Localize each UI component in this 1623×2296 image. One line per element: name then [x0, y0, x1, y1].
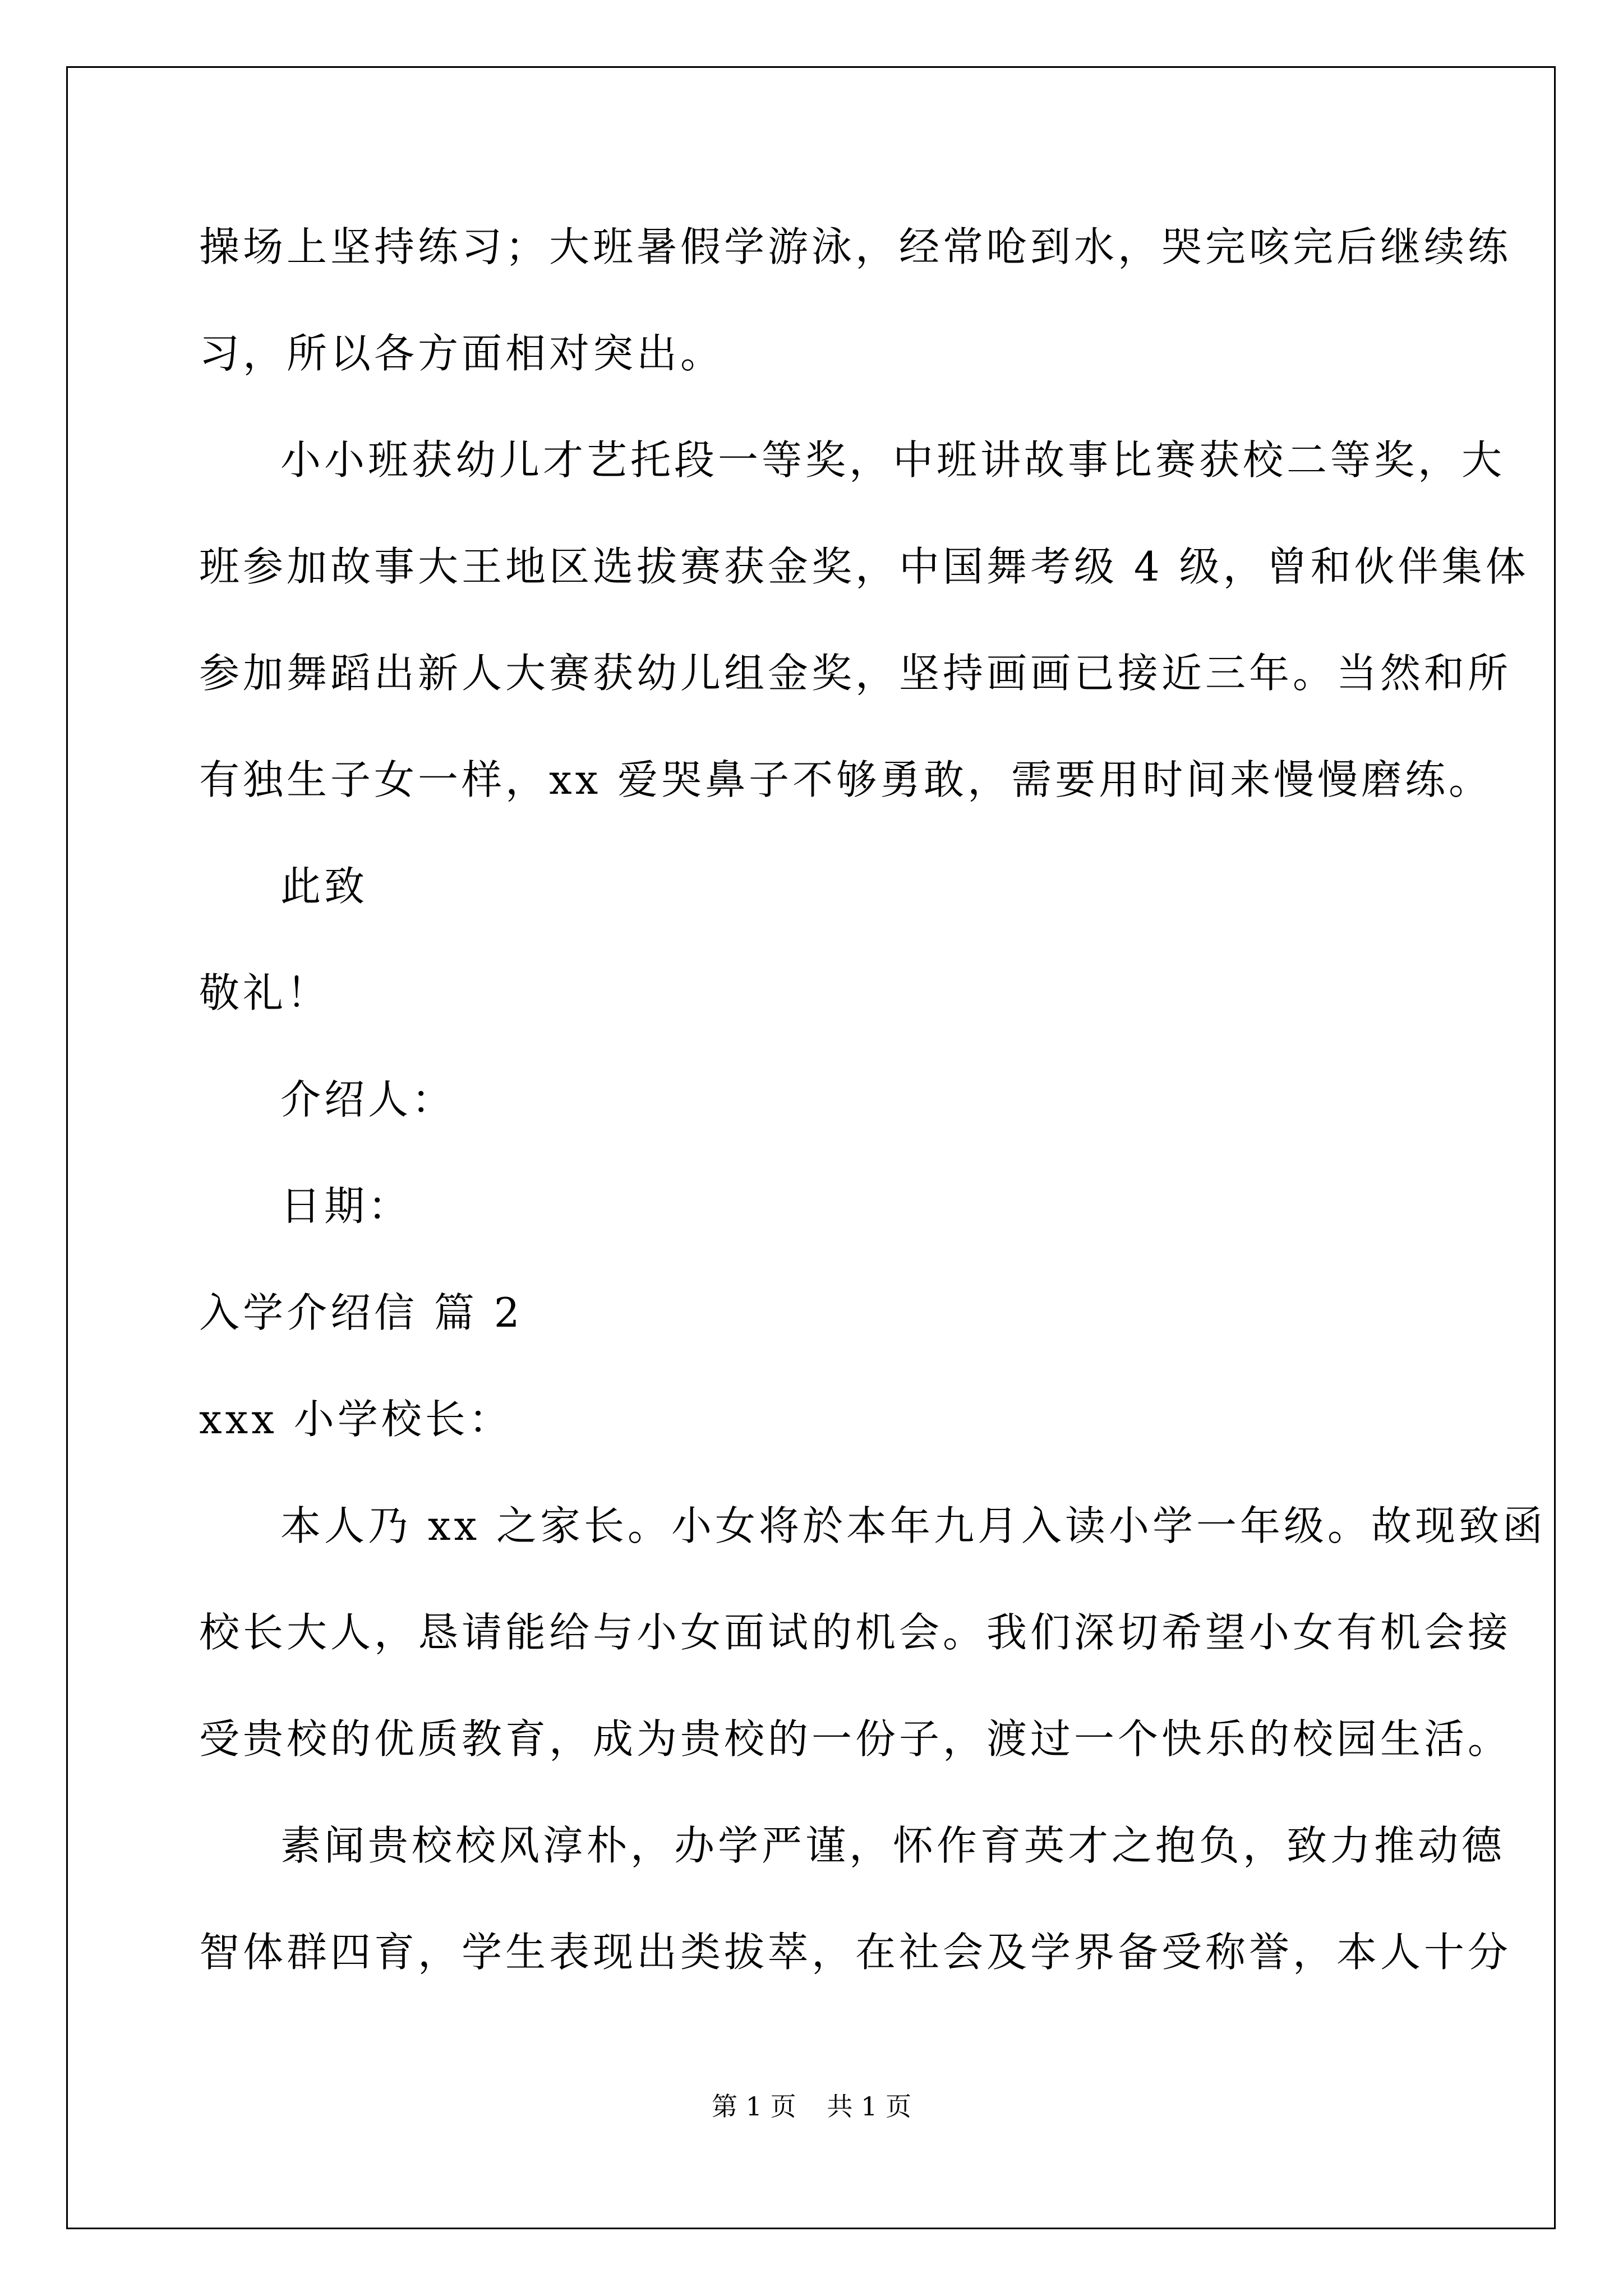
page-number: 第 1 页 — [711, 2091, 796, 2122]
body-line: 受贵校的优质教育，成为贵校的一份子，渡过一个快乐的校园生活。 — [199, 1715, 1512, 1763]
paragraph-line: 素闻贵校校风淳朴，办学严谨，怀作育英才之抱负，致力推动德 — [280, 1822, 1506, 1869]
paragraph-line: 小小班获幼儿才艺托段一等奖，中班讲故事比赛获校二等奖，大 — [280, 436, 1506, 484]
page-total: 共 1 页 — [827, 2091, 912, 2122]
page-footer — [0, 2090, 1623, 2123]
letter-body — [199, 194, 1546, 2005]
body-line: 智体群四育，学生表现出类拔萃，在社会及学界备受称誉，本人十分 — [199, 1929, 1512, 1976]
closing-regards: 敬礼！ — [199, 969, 331, 1016]
recipient-line: xxx 小学校长： — [199, 1396, 513, 1443]
introducer-label: 介绍人： — [280, 1076, 456, 1123]
body-line: 有独生子女一样，xx 爱哭鼻子不够勇敢，需要用时间来慢慢磨练。 — [199, 756, 1493, 803]
body-line: 习，所以各方面相对突出。 — [199, 330, 725, 377]
paragraph-line: 本人乃 xx 之家长。小女将於本年九月入读小学一年级。故现致函 — [280, 1502, 1546, 1549]
section-heading: 入学介绍信 篇 2 — [199, 1289, 523, 1336]
date-label: 日期： — [280, 1182, 412, 1230]
body-line: 操场上坚持练习；大班暑假学游泳，经常呛到水，哭完咳完后继续练 — [199, 223, 1512, 270]
body-line: 校长大人，恳请能给与小女面试的机会。我们深切希望小女有机会接 — [199, 1609, 1512, 1656]
body-line: 班参加故事大王地区选拔赛获金奖，中国舞考级 4 级，曾和伙伴集体 — [199, 543, 1529, 590]
body-line: 参加舞蹈出新人大赛获幼儿组金奖，坚持画画已接近三年。当然和所 — [199, 650, 1512, 697]
closing-salutation: 此致 — [280, 863, 368, 910]
